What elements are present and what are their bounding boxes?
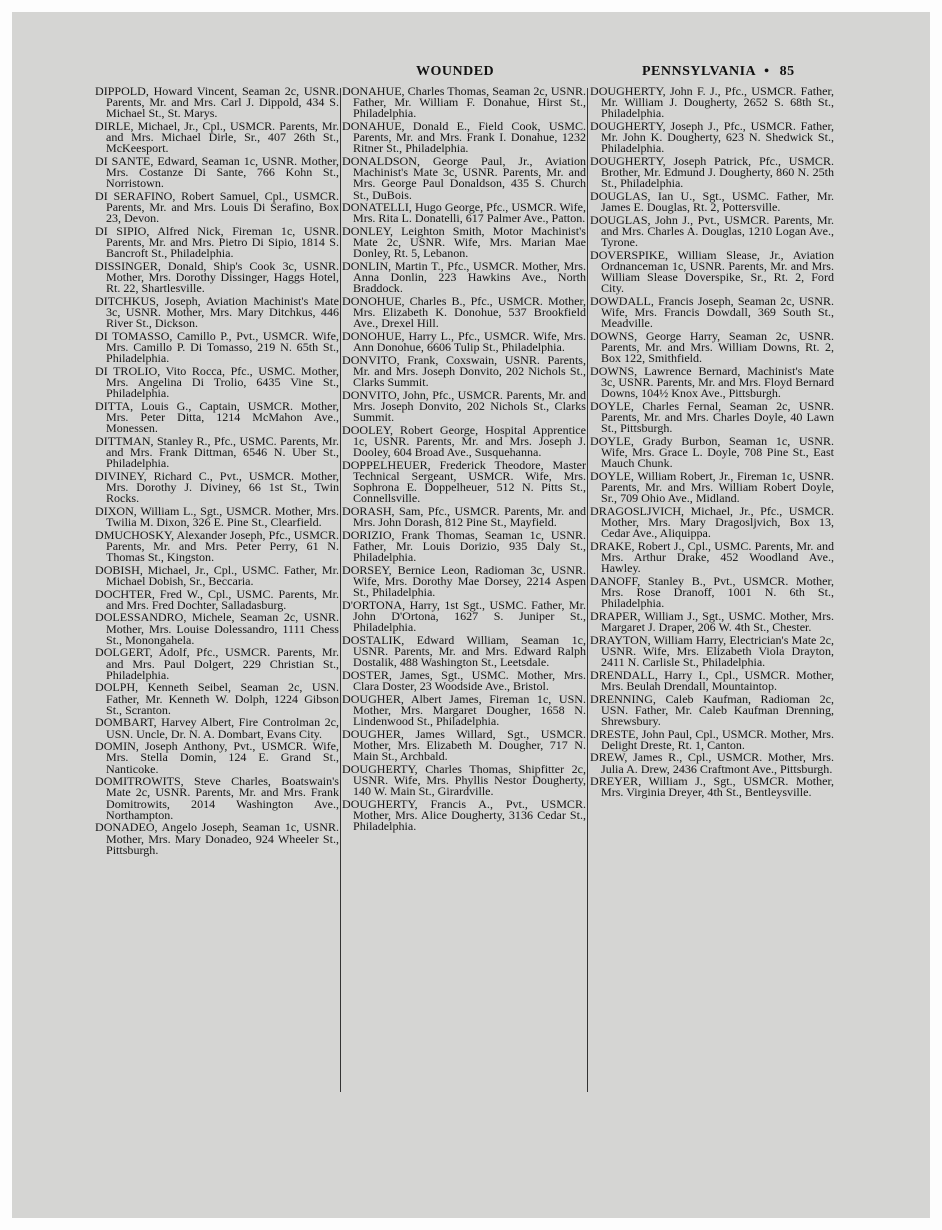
casualty-entry: DOMITROWITS, Steve Charles, Boatswain's Mate 2c, USNR. Parents, Mr. and Mrs. Frank Domitrowits, 2014 Washington Ave., Northampton. xyxy=(95,774,339,822)
header-bullet: • xyxy=(764,64,770,79)
casualty-entry: DONLIN, Martin T., Pfc., USMCR. Mother, Mrs. Anna Donlin, 223 Hawkins Ave., North Braddock. xyxy=(342,259,586,296)
casualty-entry: DREYER, William J., Sgt., USMCR. Mother, Mrs. Virginia Dreyer, 4th St., Bentleysville. xyxy=(590,774,834,800)
casualty-entry: DORSEY, Bernice Leon, Radioman 3c, USNR. Wife, Mrs. Dorothy Mae Dorsey, 2214 Aspen St., Philadelphia. xyxy=(342,562,586,600)
section-heading: WOUNDED xyxy=(416,64,495,79)
casualty-entry: DOUGHER, James Willard, Sgt., USMCR. Mother, Mrs. Elizabeth M. Dougher, 717 N. Main St., Archbald. xyxy=(342,726,586,763)
column-divider xyxy=(340,88,341,1092)
casualty-entry: DOUGHERTY, Charles Thomas, Shipfitter 2c, USNR. Wife, Mrs. Phyllis Nestor Dougherty, 140 W. Main St., Girardville. xyxy=(342,761,586,798)
casualty-entry: DOSTALIK, Edward William, Seaman 1c, USNR. Parents, Mr. and Mrs. Edward Ralph Dostalik, 488 Washington St., Leetsdale. xyxy=(342,632,586,670)
casualty-entry: DITTA, Louis G., Captain, USMCR. Mother, Mrs. Peter Ditta, 1214 McMahon Ave., Monessen. xyxy=(95,399,339,436)
casualty-entry: DONVITO, Frank, Coxswain, USNR. Parents, Mr. and Mrs. Joseph Donvito, 202 Nichols St., Clarks Summit. xyxy=(342,352,586,390)
casualty-entry: DOUGHERTY, John F. J., Pfc., USMCR. Father, Mr. William J. Dougherty, 2652 S. 68th St., Philadelphia. xyxy=(590,84,834,121)
casualty-entry: DOUGHERTY, Joseph J., Pfc., USMCR. Father, Mr. John K. Dougherty, 623 N. Shedwick St., Philadelphia. xyxy=(590,119,834,156)
casualty-entry: DOSTER, James, Sgt., USMC. Mother, Mrs. Clara Doster, 23 Woodside Ave., Bristol. xyxy=(342,667,586,693)
casualty-entry: DANOFF, Stanley B., Pvt., USMCR. Mother, Mrs. Rose Dranoff, 1001 N. 6th St., Philadelphia. xyxy=(590,574,834,611)
casualty-entry: DI SIPIO, Alfred Nick, Fireman 1c, USNR. Parents, Mr. and Mrs. Pietro Di Sipio, 1814 S. Bancroft St., Philadelphia. xyxy=(95,224,339,261)
casualty-entry: DONALDSON, George Paul, Jr., Aviation Machinist's Mate 3c, USNR. Parents, Mr. and Mrs. George Paul Donaldson, 435 S. Church St., DuBois. xyxy=(342,154,586,202)
casualty-entry: DORIZIO, Frank Thomas, Seaman 1c, USNR. Father, Mr. Louis Dorizio, 935 Daly St., Philadelphia. xyxy=(342,527,586,565)
casualty-entry: DI SANTE, Edward, Seaman 1c, USNR. Mother, Mrs. Costanze Di Sante, 766 Kohn St., Norristown. xyxy=(95,154,339,191)
casualty-entry: DOUGHER, Albert James, Fireman 1c, USN. Mother, Mrs. Margaret Dougher, 1658 N. Lindenwood St., Philadelphia. xyxy=(342,691,586,728)
casualty-entry: DOBISH, Michael, Jr., Cpl., USMC. Father, Mr. Michael Dobish, Sr., Beccaria. xyxy=(95,562,339,588)
casualty-entry: DONLEY, Leighton Smith, Motor Machinist's Mate 2c, USNR. Wife, Mrs. Marian Mae Donley, Rt. 5, Lebanon. xyxy=(342,224,586,261)
casualty-entry: DOYLE, William Robert, Jr., Fireman 1c, USNR. Parents, Mr. and Mrs. William Robert Doyle, Sr., 709 Ohio Ave., Midland. xyxy=(590,469,834,506)
casualty-entry: DRAGOSLJVICH, Michael, Jr., Pfc., USMCR. Mother, Mrs. Mary Dragosljvich, Box 13, Cedar Ave., Aliquippa. xyxy=(590,504,834,541)
casualty-entry: DOVERSPIKE, William Slease, Jr., Aviation Ordnanceman 1c, USNR. Parents, Mr. and Mrs. William Slease Doverspike, Sr., Rt. 2, Ford City. xyxy=(590,247,834,296)
casualty-entry: DREW, James R., Cpl., USMCR. Mother, Mrs. Julia A. Drew, 2436 Craftmont Ave., Pittsburgh. xyxy=(590,750,834,776)
casualty-entry: DITTMAN, Stanley R., Pfc., USMC. Parents, Mr. and Mrs. Frank Dittman, 6546 N. Uber St., Philadelphia. xyxy=(95,434,339,471)
casualty-entry: DMUCHOSKY, Alexander Joseph, Pfc., USMCR. Parents, Mr. and Mrs. Peter Perry, 61 N. Thomas St., Kingston. xyxy=(95,527,339,565)
casualty-entry: DRESTE, John Paul, Cpl., USMCR. Mother, Mrs. Delight Dreste, Rt. 1, Canton. xyxy=(590,726,834,752)
casualty-entry: DOWDALL, Francis Joseph, Seaman 2c, USNR. Wife, Mrs. Francis Dowdall, 369 South St., Meadville. xyxy=(590,294,834,331)
casualty-entry: DITCHKUS, Joseph, Aviation Machinist's Mate 3c, USNR. Mother, Mrs. Mary Ditchkus, 446 River St., Dickson. xyxy=(95,294,339,331)
casualty-entry: DOLGERT, Adolf, Pfc., USMCR. Parents, Mr. and Mrs. Paul Dolgert, 229 Christian St., Philadelphia. xyxy=(95,645,339,682)
casualty-entry: DISSINGER, Donald, Ship's Cook 3c, USNR. Mother, Mrs. Dorothy Dissinger, Haggs Hotel, Rt. 22, Shartlesville. xyxy=(95,259,339,296)
casualty-entry: DOOLEY, Robert George, Hospital Apprentice 1c, USNR. Parents, Mr. and Mrs. Joseph J. Dooley, 604 Broad Ave., Susquehanna. xyxy=(342,422,586,460)
casualty-entry: DI TOMASSO, Camillo P., Pvt., USMCR. Wife, Mrs. Camillo P. Di Tomasso, 219 N. 65th St., Philadelphia. xyxy=(95,329,339,366)
casualty-entry: DOUGHERTY, Francis A., Pvt., USMCR. Mother, Mrs. Alice Dougherty, 3136 Cedar St., Philadelphia. xyxy=(342,796,586,833)
page-number: 85 xyxy=(779,64,795,79)
casualty-entry: DRAKE, Robert J., Cpl., USMC. Parents, Mr. and Mrs. Arthur Drake, 452 Woodland Ave., Hawley. xyxy=(590,539,834,576)
casualty-entry: DIXON, William L., Sgt., USMCR. Mother, Mrs. Twilia M. Dixon, 326 E. Pine St., Clearfield. xyxy=(95,504,339,530)
casualty-entry: DIRLE, Michael, Jr., Cpl., USMCR. Parents, Mr. and Mrs. Michael Dirle, Sr., 407 26th St., McKeesport. xyxy=(95,119,339,156)
casualty-entry: DOPPELHEUER, Frederick Theodore, Master Technical Sergeant, USMCR. Wife, Mrs. Sophrona E. Doppelheuer, 512 N. Pitts St., Connellsville. xyxy=(342,457,586,506)
casualty-entry: DI SERAFINO, Robert Samuel, Cpl., USMCR. Parents, Mr. and Mrs. Louis Di Serafino, Box 23, Devon. xyxy=(95,189,339,226)
casualty-entry: DOLPH, Kenneth Seibel, Seaman 2c, USN. Father, Mr. Kenneth W. Dolph, 1224 Gibson St., Scranton. xyxy=(95,680,339,717)
casualty-entry: DRENDALL, Harry I., Cpl., USMCR. Mother, Mrs. Beulah Drendall, Mountaintop. xyxy=(590,667,834,693)
casualty-entry: DRENNING, Caleb Kaufman, Radioman 2c, USN. Father, Mr. Caleb Kaufman Drenning, Shrewsbury. xyxy=(590,691,834,728)
casualty-entry: DORASH, Sam, Pfc., USMCR. Parents, Mr. and Mrs. John Dorash, 812 Pine St., Mayfield. xyxy=(342,504,586,530)
casualty-entry: D'ORTONA, Harry, 1st Sgt., USMC. Father, Mr. John D'Ortona, 1627 S. Juniper St., Philadelphia. xyxy=(342,597,586,635)
casualty-entry: DONOHUE, Charles B., Pfc., USMCR. Mother, Mrs. Elizabeth K. Donohue, 537 Brookfield Ave., Drexel Hill. xyxy=(342,294,586,331)
casualty-entry: DIPPOLD, Howard Vincent, Seaman 2c, USNR. Parents, Mr. and Mrs. Carl J. Dippold, 434 S. Michael St., St. Marys. xyxy=(95,84,339,121)
casualty-entry: DONADEO, Angelo Joseph, Seaman 1c, USNR. Mother, Mrs. Mary Donadeo, 924 Wheeler St., Pittsburgh. xyxy=(95,820,339,857)
casualty-entry: DI TROLIO, Vito Rocca, Pfc., USMC. Mother, Mrs. Angelina Di Trolio, 6435 Vine St., Philadelphia. xyxy=(95,364,339,401)
casualty-entry: DOMIN, Joseph Anthony, Pvt., USMCR. Wife, Mrs. Stella Domin, 124 E. Grand St., Nanticoke. xyxy=(95,739,339,776)
casualty-entry: DONAHUE, Charles Thomas, Seaman 2c, USNR. Father, Mr. William F. Donahue, Hirst St., Philadelphia. xyxy=(342,84,586,121)
column-divider xyxy=(587,88,588,1092)
casualty-entry: DRAPER, William J., Sgt., USMC. Mother, Mrs. Margaret J. Draper, 206 W. 4th St., Chester. xyxy=(590,609,834,635)
casualty-entry: DOUGLAS, Ian U., Sgt., USMC. Father, Mr. James E. Douglas, Rt. 2, Pottersville. xyxy=(590,189,834,215)
state-heading: PENNSYLVANIA xyxy=(642,64,757,79)
casualty-entry: DOWNS, Lawrence Bernard, Machinist's Mate 3c, USNR. Parents, Mr. and Mrs. Floyd Bernard Downs, 104½ Knox Ave., Pittsburgh. xyxy=(590,364,834,401)
casualty-entry: DONOHUE, Harry L., Pfc., USMCR. Wife, Mrs. Ann Donohue, 6606 Tulip St., Philadelphia. xyxy=(342,329,586,355)
casualty-entry: DONATELLI, Hugo George, Pfc., USMCR. Wife, Mrs. Rita L. Donatelli, 617 Palmer Ave., Patton. xyxy=(342,200,586,226)
casualty-entry: DOWNS, George Harry, Seaman 2c, USNR. Parents, Mr. and Mrs. William Downs, Rt. 2, Box 122, Smithfield. xyxy=(590,329,834,366)
casualty-entry: DONAHUE, Donald E., Field Cook, USMC. Parents, Mr. and Mrs. Frank I. Donahue, 1232 Ritner St., Philadelphia. xyxy=(342,119,586,156)
casualty-entry: DOYLE, Grady Burbon, Seaman 1c, USNR. Wife, Mrs. Grace L. Doyle, 708 Pine St., East Mauch Chunk. xyxy=(590,434,834,471)
casualty-entry: DOCHTER, Fred W., Cpl., USMC. Parents, Mr. and Mrs. Fred Dochter, Salladasburg. xyxy=(95,586,339,612)
casualty-entry: DRAYTON, William Harry, Electrician's Mate 2c, USNR. Wife, Mrs. Elizabeth Viola Drayton, 2411 N. Carlisle St., Philadelphia. xyxy=(590,632,834,670)
roster-column-2 xyxy=(342,86,586,834)
casualty-entry: DONVITO, John, Pfc., USMCR. Parents, Mr. and Mrs. Joseph Donvito, 202 Nichols St., Clarks Summit. xyxy=(342,387,586,425)
running-header xyxy=(642,64,795,80)
casualty-entry: DIVINEY, Richard C., Pvt., USMCR. Mother, Mrs. Dorothy J. Diviney, 66 1st St., Twin Rocks. xyxy=(95,469,339,506)
casualty-entry: DOYLE, Charles Fernal, Seaman 2c, USNR. Parents, Mr. and Mrs. Charles Doyle, 40 Lawn St., Pittsburgh. xyxy=(590,399,834,436)
roster-column-3 xyxy=(590,86,834,800)
casualty-entry: DOMBART, Harvey Albert, Fire Controlman 2c, USN. Uncle, Dr. N. A. Dombart, Evans City. xyxy=(95,715,339,741)
casualty-entry: DOUGLAS, John J., Pvt., USMCR. Parents, Mr. and Mrs. Charles A. Douglas, 1210 Logan Ave., Tyrone. xyxy=(590,212,834,250)
roster-column-1 xyxy=(95,86,339,857)
casualty-entry: DOUGHERTY, Joseph Patrick, Pfc., USMCR. Brother, Mr. Edmund J. Dougherty, 860 N. 25th St., Philadelphia. xyxy=(590,154,834,191)
casualty-entry: DOLESSANDRO, Michele, Seaman 2c, USNR. Mother, Mrs. Louise Dolessandro, 1111 Chess St., Monongahela. xyxy=(95,610,339,647)
